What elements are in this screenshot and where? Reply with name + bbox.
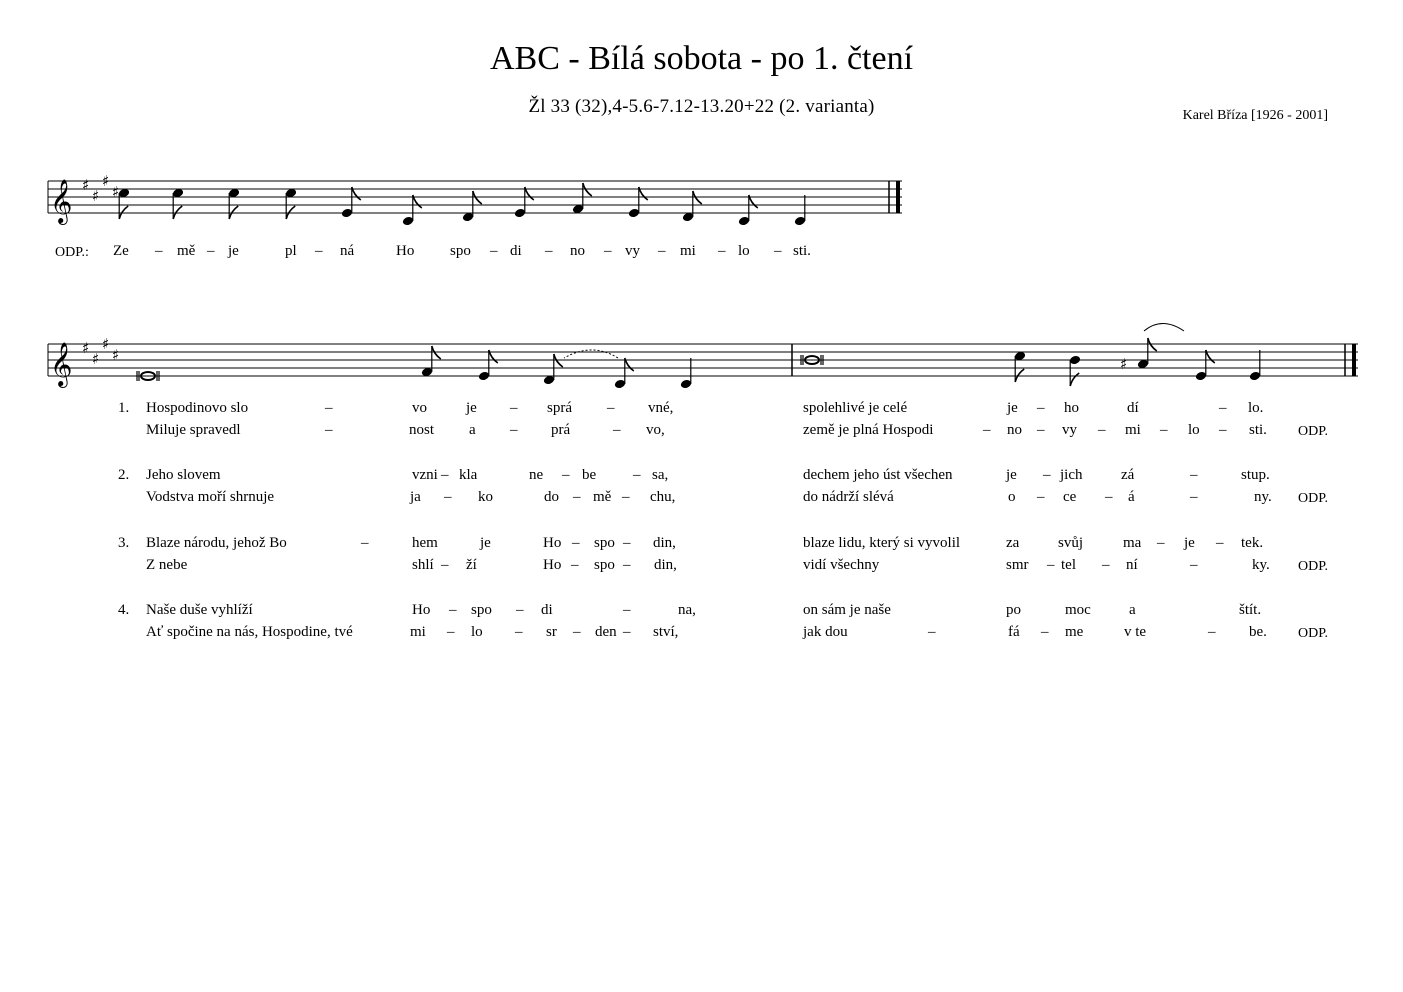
svg-text:♯: ♯ [112, 183, 120, 201]
refrain-syllable: pl [285, 243, 297, 259]
verse-syllable: shlí [412, 557, 434, 573]
verse-syllable: je [1184, 535, 1195, 551]
verse-syllable: sa, [652, 467, 669, 483]
verse-syllable: blaze lidu, který si vyvolil [803, 535, 961, 551]
svg-text:♯: ♯ [102, 172, 110, 190]
verse-syllable: štít. [1239, 602, 1262, 618]
verse-syllable: Z nebe [146, 557, 188, 573]
hyphen-dash: – [444, 489, 452, 505]
hyphen-dash: – [516, 602, 524, 618]
hyphen-dash: – [1190, 557, 1198, 573]
verse-syllable: be [582, 467, 597, 483]
hyphen-dash: – [1098, 422, 1106, 438]
verse-syllable: lo [471, 624, 483, 640]
verse-syllable: dí [1127, 400, 1139, 416]
hyphen-dash: – [623, 535, 631, 551]
hyphen-dash: – [623, 624, 631, 640]
verse-syllable: po [1006, 602, 1021, 618]
hyphen-dash: – [572, 535, 580, 551]
verse-syllable: nost [409, 422, 435, 438]
slur-mark [1144, 324, 1184, 332]
verse-syllable: di [541, 602, 553, 618]
refrain-syllable: spo [450, 243, 471, 259]
psalm-reference: Žl 33 (32),4-5.6-7.12-13.20+22 (2. varianta) [528, 96, 875, 117]
verse-syllable: tel [1061, 557, 1076, 573]
verse-syllable: je [466, 400, 477, 416]
hyphen-dash: – [207, 243, 215, 259]
verse-syllable: o [1008, 489, 1016, 505]
verse-syllable: ží [466, 557, 477, 573]
treble-clef-icon: 𝄞 [50, 342, 73, 386]
verse-syllable: ho [1064, 400, 1079, 416]
composer: Karel Bříza [1926 - 2001] [1182, 108, 1328, 123]
hyphen-dash: – [325, 400, 333, 416]
verse-syllable: ní [1126, 557, 1138, 573]
verse-number: 3. [118, 535, 130, 551]
verse-syllable: Ho [543, 535, 562, 551]
hyphen-dash: – [1043, 467, 1051, 483]
verse-syllable: ce [1063, 489, 1077, 505]
verse-syllable: din, [653, 535, 676, 551]
svg-text:♯: ♯ [102, 335, 110, 353]
verse-syllable: hem [412, 535, 438, 551]
hyphen-dash: – [607, 400, 615, 416]
hyphen-dash: – [1037, 489, 1045, 505]
verse-syllable: za [1006, 535, 1020, 551]
hyphen-dash: – [562, 467, 570, 483]
odp-marker: ODP. [1298, 559, 1328, 574]
verse-syllable: je [480, 535, 491, 551]
refrain-syllable: no [570, 243, 585, 259]
hyphen-dash: – [571, 557, 579, 573]
hyphen-dash: – [441, 557, 449, 573]
refrain-syllable: vy [625, 243, 640, 259]
refrain-syllable: di [510, 243, 522, 259]
hyphen-dash: – [447, 624, 455, 640]
verse-syllable: Vodstva moří shrnuje [146, 489, 275, 505]
slur-mark [564, 350, 618, 358]
refrain-syllable: je [228, 243, 239, 259]
verse-syllable: ma [1123, 535, 1142, 551]
verse-syllable: fá [1008, 624, 1020, 640]
verse-syllable: sti. [1249, 422, 1267, 438]
verse-syllable: Ať spočine na nás, Hospodine, tvé [146, 624, 353, 640]
hyphen-dash: – [1041, 624, 1049, 640]
verse-number: 4. [118, 602, 130, 618]
verse-syllable: vy [1062, 422, 1077, 438]
hyphen-dash: – [1037, 400, 1045, 416]
verse-syllable: vzni [412, 467, 438, 483]
verse-syllable: vidí všechny [803, 557, 880, 573]
verse-notes [137, 338, 1261, 389]
hyphen-dash: – [1216, 535, 1224, 551]
svg-text:♯: ♯ [112, 346, 120, 364]
hyphen-dash: – [441, 467, 449, 483]
hyphen-dash: – [1219, 422, 1227, 438]
hyphen-dash: – [510, 422, 518, 438]
odp-marker: ODP. [1298, 424, 1328, 439]
hyphen-dash: – [1047, 557, 1055, 573]
hyphen-dash: – [1190, 489, 1198, 505]
hyphen-dash: – [658, 243, 666, 259]
verse-syllable: země je plná Hospodi [803, 422, 934, 438]
hyphen-dash: – [1190, 467, 1198, 483]
verse-syllable: Blaze národu, jehož Bo [146, 535, 287, 551]
verse-syllable: svůj [1058, 535, 1084, 551]
verse-syllable: spolehlivé je celé [803, 400, 908, 416]
odp-marker: ODP. [1298, 491, 1328, 506]
verse-syllable: Jeho slovem [146, 467, 221, 483]
svg-text:♯: ♯ [92, 350, 100, 368]
verse-syllable: na, [678, 602, 696, 618]
verse-syllable: spo [594, 535, 615, 551]
hyphen-dash: – [325, 422, 333, 438]
verse-syllable: je [1007, 400, 1018, 416]
verse-syllable: Naše duše vyhlíží [146, 602, 253, 618]
verse-syllable: kla [459, 467, 478, 483]
verse-syllable: do nádrží slévá [803, 489, 894, 505]
verse-syllable: no [1007, 422, 1022, 438]
verse-syllable: ny. [1254, 489, 1272, 505]
verse-syllable: Hospodinovo slo [146, 400, 249, 416]
svg-text:♯: ♯ [92, 187, 100, 205]
verse-syllable: be. [1249, 624, 1267, 640]
verse-syllable: Ho [543, 557, 562, 573]
verse-syllable: Miluje spravedl [146, 422, 241, 438]
verse-syllable: vo [412, 400, 427, 416]
refrain-syllable: Ho [396, 243, 415, 259]
hyphen-dash: – [1219, 400, 1227, 416]
verse-syllable: tek. [1241, 535, 1264, 551]
hyphen-dash: – [315, 243, 323, 259]
note-flag [1070, 373, 1079, 386]
treble-clef-icon: 𝄞 [50, 179, 73, 223]
hyphen-dash: – [1105, 489, 1113, 505]
refrain-syllable: ná [340, 243, 355, 259]
hyphen-dash: – [490, 243, 498, 259]
verse-syllable: dechem jeho úst všechen [803, 467, 953, 483]
hyphen-dash: – [928, 624, 936, 640]
hyphen-dash: – [983, 422, 991, 438]
hyphen-dash: – [1208, 624, 1216, 640]
verse-syllable: zá [1121, 467, 1135, 483]
hyphen-dash: – [604, 243, 612, 259]
verse-syllable: spo [471, 602, 492, 618]
hyphen-dash: – [718, 243, 726, 259]
verse-syllable: a [1129, 602, 1136, 618]
verse-syllable: sr [546, 624, 557, 640]
refrain-syllable: Ze [113, 243, 129, 259]
verse-syllable: ství, [653, 624, 679, 640]
hyphen-dash: – [515, 624, 523, 640]
verse-syllable: Ho [412, 602, 431, 618]
hyphen-dash: – [774, 243, 782, 259]
refrain-syllable: mě [177, 243, 196, 259]
sharp-accidental: ♯ [1120, 355, 1128, 373]
verse-staff [48, 344, 1358, 376]
refrain-label: ODP.: [55, 245, 89, 260]
verse-syllable: ko [478, 489, 493, 505]
verse-syllable: din, [654, 557, 677, 573]
verse-syllable: chu, [650, 489, 676, 505]
verse-syllable: vné, [648, 400, 674, 416]
svg-text:♯: ♯ [82, 176, 90, 194]
verse-syllable: á [1128, 489, 1135, 505]
page-title: ABC - Bílá sobota - po 1. čtení [489, 40, 914, 77]
verse-syllable: sprá [547, 400, 572, 416]
verse-syllable: mě [593, 489, 612, 505]
odp-marker: ODP. [1298, 626, 1328, 641]
verse-syllable: prá [551, 422, 571, 438]
hyphen-dash: – [545, 243, 553, 259]
verse-syllable: smr [1006, 557, 1029, 573]
verse-syllable: v te [1124, 624, 1147, 640]
hyphen-dash: – [623, 557, 631, 573]
verse-number: 1. [118, 400, 130, 416]
verse-syllable: ja [410, 489, 421, 505]
hyphen-dash: – [449, 602, 457, 618]
verse-syllable: lo. [1248, 400, 1264, 416]
verse-syllable: je [1006, 467, 1017, 483]
verse-syllable: mi [410, 624, 426, 640]
verse-syllable: den [595, 624, 617, 640]
hyphen-dash: – [622, 489, 630, 505]
verse-syllable: on sám je naše [803, 602, 891, 618]
hyphen-dash: – [1102, 557, 1110, 573]
verse-syllable: me [1065, 624, 1084, 640]
verse-number: 2. [118, 467, 130, 483]
verse-syllable: jich [1060, 467, 1083, 483]
hyphen-dash: – [155, 243, 163, 259]
verse-syllable: ne [529, 467, 544, 483]
verse-syllable: moc [1065, 602, 1091, 618]
hyphen-dash: – [1157, 535, 1165, 551]
verse-syllable: spo [594, 557, 615, 573]
verse-syllable: vo, [646, 422, 665, 438]
verse-syllable: jak dou [803, 624, 848, 640]
hyphen-dash: – [623, 602, 631, 618]
verse-syllable: do [544, 489, 559, 505]
hyphen-dash: – [1160, 422, 1168, 438]
verse-syllable: mi [1125, 422, 1141, 438]
svg-text:♯: ♯ [82, 339, 90, 357]
hyphen-dash: – [633, 467, 641, 483]
refrain-syllable: sti. [793, 243, 811, 259]
hyphen-dash: – [361, 535, 369, 551]
hyphen-dash: – [510, 400, 518, 416]
refrain-syllable: mi [680, 243, 696, 259]
hyphen-dash: – [613, 422, 621, 438]
verse-syllable: a [469, 422, 476, 438]
verse-syllable: stup. [1241, 467, 1270, 483]
hyphen-dash: – [573, 489, 581, 505]
verse-syllable: lo [1188, 422, 1200, 438]
key-signature-sharps [82, 172, 119, 368]
hyphen-dash: – [1037, 422, 1045, 438]
refrain-syllable: lo [738, 243, 750, 259]
hyphen-dash: – [573, 624, 581, 640]
verse-syllable: ky. [1252, 557, 1270, 573]
